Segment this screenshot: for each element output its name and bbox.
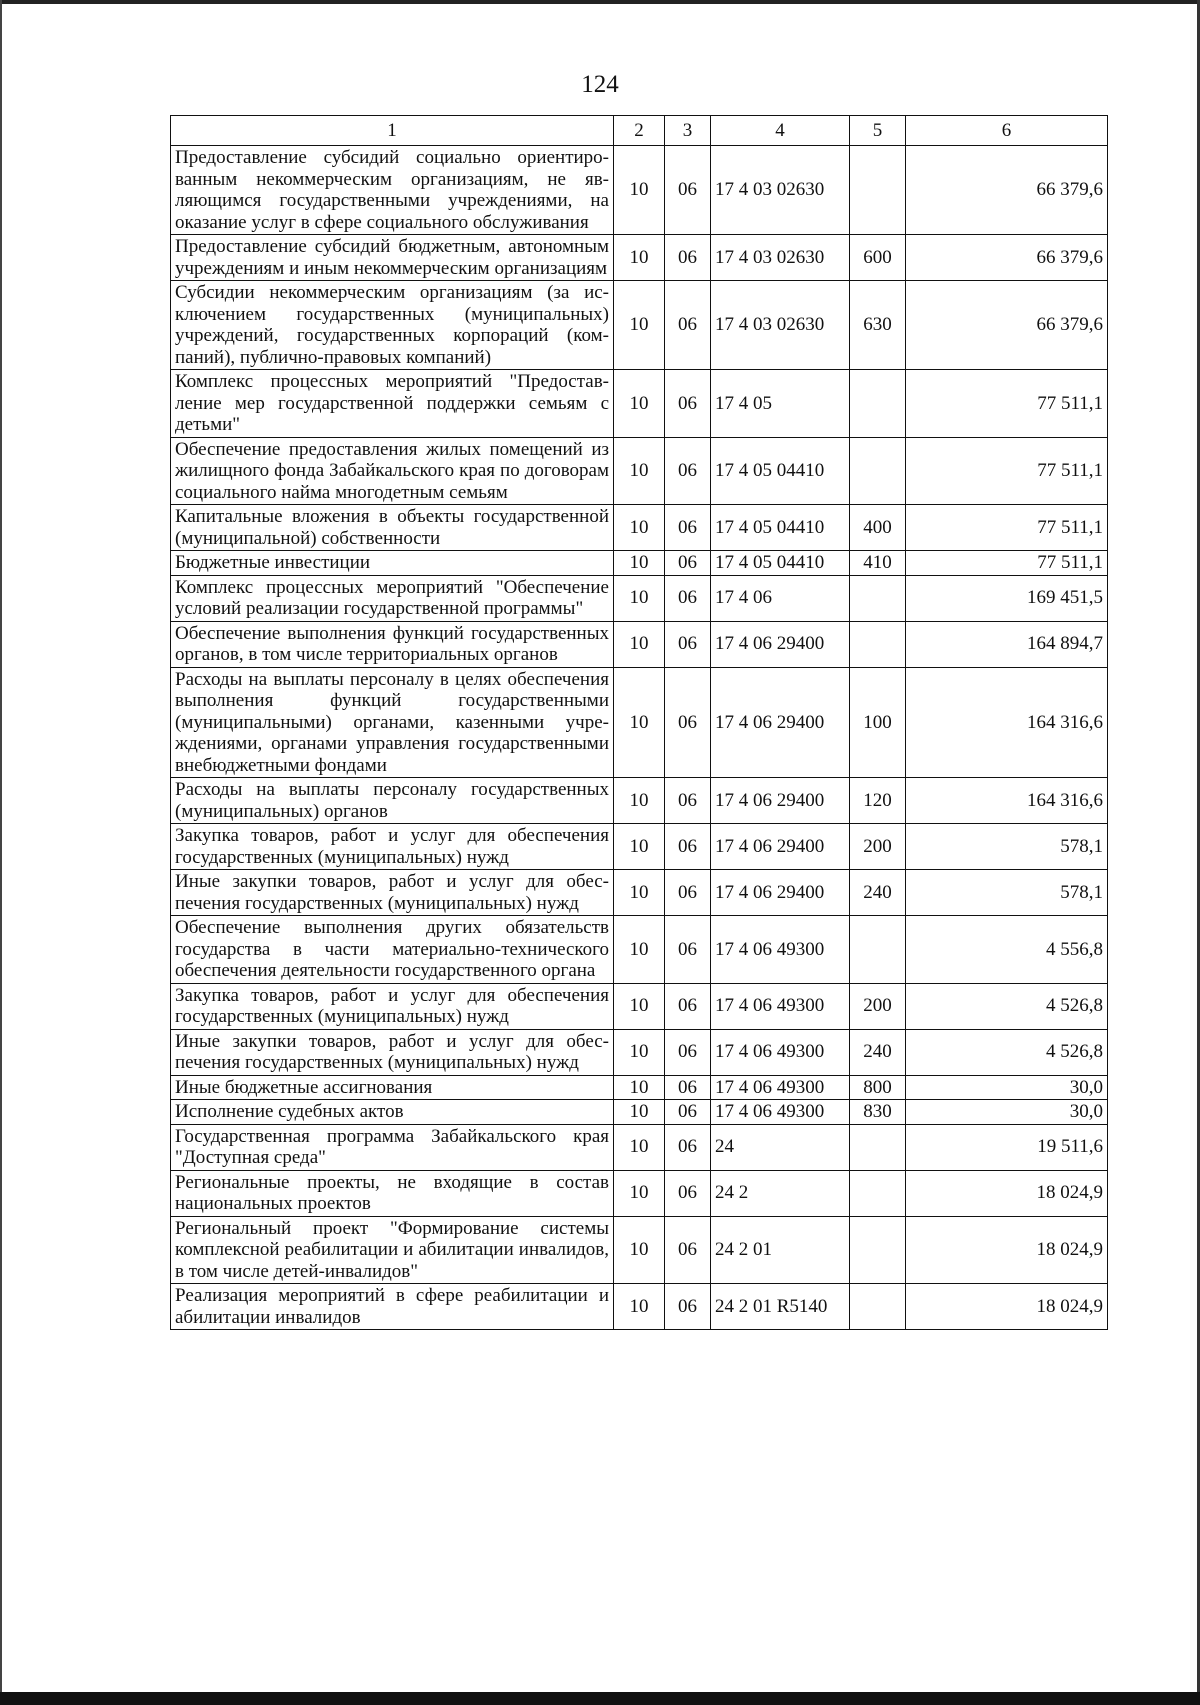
table-row xyxy=(171,1100,1108,1125)
row-amount: 164 316,6 xyxy=(906,778,1108,824)
row-subsection: 06 xyxy=(665,437,711,505)
row-subsection: 06 xyxy=(665,146,711,235)
row-expense-type xyxy=(850,437,906,505)
row-amount: 18 024,9 xyxy=(906,1170,1108,1216)
row-subsection: 06 xyxy=(665,870,711,916)
table-row xyxy=(171,667,1108,778)
row-target-article: 17 4 03 02630 xyxy=(711,281,850,370)
row-expense-type xyxy=(850,621,906,667)
row-section: 10 xyxy=(614,667,665,778)
row-target-article: 17 4 06 49300 xyxy=(711,1029,850,1075)
scan-border-left xyxy=(0,0,2,1705)
row-expense-type: 600 xyxy=(850,235,906,281)
row-name: Расходы на выплаты персоналу государственных (муниципальных) органов xyxy=(171,778,614,824)
row-name: Обеспечение предоставления жилых помещений из жилищного фонда Забайкальского края по договорам социального найма многодетным семьям xyxy=(171,437,614,505)
row-expense-type: 200 xyxy=(850,983,906,1029)
row-name: Иные бюджетные ассигнования xyxy=(171,1075,614,1100)
table-row xyxy=(171,1216,1108,1284)
row-subsection: 06 xyxy=(665,575,711,621)
row-expense-type: 100 xyxy=(850,667,906,778)
row-subsection: 06 xyxy=(665,505,711,551)
row-amount: 18 024,9 xyxy=(906,1284,1108,1330)
row-name: Закупка товаров, работ и услуг для обеспечения государственных (муниципальных) нужд xyxy=(171,983,614,1029)
row-target-article: 17 4 06 49300 xyxy=(711,983,850,1029)
table-row xyxy=(171,778,1108,824)
row-section: 10 xyxy=(614,1075,665,1100)
row-target-article: 17 4 06 29400 xyxy=(711,778,850,824)
table-row xyxy=(171,916,1108,984)
row-expense-type: 630 xyxy=(850,281,906,370)
row-amount: 30,0 xyxy=(906,1075,1108,1100)
row-name: Капитальные вложения в объекты государственной (муниципальной) собственности xyxy=(171,505,614,551)
row-target-article: 17 4 06 49300 xyxy=(711,916,850,984)
table-row xyxy=(171,551,1108,576)
row-expense-type xyxy=(850,1284,906,1330)
row-section: 10 xyxy=(614,146,665,235)
row-section: 10 xyxy=(614,437,665,505)
row-name: Обеспечение выполнения функций государственных органов, в том числе территориальных органов xyxy=(171,621,614,667)
row-amount: 4 526,8 xyxy=(906,1029,1108,1075)
scan-border-top xyxy=(0,0,1200,4)
row-subsection: 06 xyxy=(665,1170,711,1216)
header-col-4: 4 xyxy=(711,116,850,146)
row-amount: 66 379,6 xyxy=(906,235,1108,281)
row-subsection: 06 xyxy=(665,551,711,576)
row-expense-type xyxy=(850,575,906,621)
row-section: 10 xyxy=(614,505,665,551)
row-expense-type: 830 xyxy=(850,1100,906,1125)
row-target-article: 24 2 01 xyxy=(711,1216,850,1284)
row-subsection: 06 xyxy=(665,235,711,281)
row-target-article: 17 4 06 29400 xyxy=(711,621,850,667)
row-subsection: 06 xyxy=(665,1216,711,1284)
row-section: 10 xyxy=(614,778,665,824)
row-amount: 77 511,1 xyxy=(906,551,1108,576)
row-target-article: 17 4 06 29400 xyxy=(711,870,850,916)
row-target-article: 17 4 06 29400 xyxy=(711,667,850,778)
row-amount: 19 511,6 xyxy=(906,1124,1108,1170)
row-name: Региональный проект "Формирование системы комплексной реабилитации и абилитации инвалидов, в том числе детей-инвалидов" xyxy=(171,1216,614,1284)
header-col-6: 6 xyxy=(906,116,1108,146)
table-row xyxy=(171,370,1108,438)
table-row xyxy=(171,437,1108,505)
row-section: 10 xyxy=(614,1124,665,1170)
row-name: Иные закупки товаров, работ и услуг для обеспечения государственных (муниципальных) нужд xyxy=(171,870,614,916)
row-target-article: 17 4 05 04410 xyxy=(711,505,850,551)
row-amount: 578,1 xyxy=(906,870,1108,916)
row-amount: 164 894,7 xyxy=(906,621,1108,667)
header-col-3: 3 xyxy=(665,116,711,146)
row-name: Бюджетные инвестиции xyxy=(171,551,614,576)
row-expense-type xyxy=(850,1124,906,1170)
row-target-article: 17 4 05 04410 xyxy=(711,437,850,505)
table-row xyxy=(171,1029,1108,1075)
table-header xyxy=(171,116,1108,146)
row-expense-type: 800 xyxy=(850,1075,906,1100)
table-row xyxy=(171,505,1108,551)
row-amount: 18 024,9 xyxy=(906,1216,1108,1284)
row-amount: 77 511,1 xyxy=(906,437,1108,505)
table-row xyxy=(171,621,1108,667)
page-number: 124 xyxy=(581,71,619,98)
row-amount: 66 379,6 xyxy=(906,281,1108,370)
table-row xyxy=(171,983,1108,1029)
row-expense-type: 410 xyxy=(850,551,906,576)
row-subsection: 06 xyxy=(665,1124,711,1170)
row-section: 10 xyxy=(614,983,665,1029)
row-section: 10 xyxy=(614,621,665,667)
row-section: 10 xyxy=(614,1100,665,1125)
row-target-article: 24 2 xyxy=(711,1170,850,1216)
row-subsection: 06 xyxy=(665,621,711,667)
row-subsection: 06 xyxy=(665,1284,711,1330)
row-name: Иные закупки товаров, работ и услуг для обеспечения государственных (муниципальных) нужд xyxy=(171,1029,614,1075)
row-section: 10 xyxy=(614,551,665,576)
row-expense-type: 400 xyxy=(850,505,906,551)
row-section: 10 xyxy=(614,1284,665,1330)
row-name: Исполнение судебных актов xyxy=(171,1100,614,1125)
row-target-article: 17 4 06 49300 xyxy=(711,1075,850,1100)
row-section: 10 xyxy=(614,916,665,984)
row-target-article: 17 4 03 02630 xyxy=(711,235,850,281)
row-expense-type xyxy=(850,146,906,235)
row-section: 10 xyxy=(614,1170,665,1216)
row-name: Реализация мероприятий в сфере реабилитации и абилитации инвалидов xyxy=(171,1284,614,1330)
row-subsection: 06 xyxy=(665,983,711,1029)
row-subsection: 06 xyxy=(665,281,711,370)
row-subsection: 06 xyxy=(665,824,711,870)
row-target-article: 24 2 01 R5140 xyxy=(711,1284,850,1330)
table-body xyxy=(171,146,1108,1330)
table-row xyxy=(171,824,1108,870)
scan-border-bottom xyxy=(0,1692,1200,1705)
row-name: Предоставление субсидий социально ориентированным некоммерческим организациям, не являющимся государственными учреждениями, на оказание услуг в сфере социального обслуживания xyxy=(171,146,614,235)
row-amount: 77 511,1 xyxy=(906,370,1108,438)
table-row xyxy=(171,1075,1108,1100)
row-subsection: 06 xyxy=(665,778,711,824)
row-target-article: 24 xyxy=(711,1124,850,1170)
table-row xyxy=(171,1284,1108,1330)
row-amount: 4 556,8 xyxy=(906,916,1108,984)
table-row xyxy=(171,146,1108,235)
row-name: Закупка товаров, работ и услуг для обеспечения государственных (муниципальных) нужд xyxy=(171,824,614,870)
row-subsection: 06 xyxy=(665,1075,711,1100)
header-row xyxy=(171,116,1108,146)
row-name: Комплекс процессных мероприятий "Обеспечение условий реализации государственной программы" xyxy=(171,575,614,621)
row-section: 10 xyxy=(614,235,665,281)
row-target-article: 17 4 03 02630 xyxy=(711,146,850,235)
row-amount: 77 511,1 xyxy=(906,505,1108,551)
row-amount: 30,0 xyxy=(906,1100,1108,1125)
row-subsection: 06 xyxy=(665,1100,711,1125)
table-row xyxy=(171,235,1108,281)
row-name: Предоставление субсидий бюджетным, автономным учреждениям и иным некоммерческим организациям xyxy=(171,235,614,281)
row-section: 10 xyxy=(614,370,665,438)
row-name: Комплекс процессных мероприятий "Предоставление мер государственной поддержки семьям с детьми" xyxy=(171,370,614,438)
table-row xyxy=(171,870,1108,916)
row-name: Расходы на выплаты персоналу в целях обеспечения выполнения функций государственными (муниципальными) органами, казенными учреждениями, органами управления государственными внебюджетными фондами xyxy=(171,667,614,778)
row-section: 10 xyxy=(614,824,665,870)
table-row xyxy=(171,575,1108,621)
row-expense-type: 120 xyxy=(850,778,906,824)
row-section: 10 xyxy=(614,1029,665,1075)
row-section: 10 xyxy=(614,1216,665,1284)
row-section: 10 xyxy=(614,870,665,916)
table-row xyxy=(171,281,1108,370)
row-amount: 66 379,6 xyxy=(906,146,1108,235)
header-col-5: 5 xyxy=(850,116,906,146)
row-target-article: 17 4 05 04410 xyxy=(711,551,850,576)
row-name: Региональные проекты, не входящие в состав национальных проектов xyxy=(171,1170,614,1216)
row-expense-type xyxy=(850,1216,906,1284)
row-section: 10 xyxy=(614,281,665,370)
row-target-article: 17 4 05 xyxy=(711,370,850,438)
row-name: Обеспечение выполнения других обязательств государства в части материально-технического обеспечения деятельности государственного органа xyxy=(171,916,614,984)
row-expense-type xyxy=(850,370,906,438)
row-amount: 164 316,6 xyxy=(906,667,1108,778)
row-expense-type: 240 xyxy=(850,870,906,916)
row-amount: 4 526,8 xyxy=(906,983,1108,1029)
table-row xyxy=(171,1170,1108,1216)
header-col-1: 1 xyxy=(171,116,614,146)
row-expense-type xyxy=(850,916,906,984)
table-row xyxy=(171,1124,1108,1170)
row-name: Субсидии некоммерческим организациям (за исключением государственных (муниципальных) учреждений, государственных корпораций (компаний), публично-правовых компаний) xyxy=(171,281,614,370)
header-col-2: 2 xyxy=(614,116,665,146)
row-amount: 578,1 xyxy=(906,824,1108,870)
row-subsection: 06 xyxy=(665,1029,711,1075)
row-subsection: 06 xyxy=(665,916,711,984)
row-subsection: 06 xyxy=(665,667,711,778)
row-expense-type: 240 xyxy=(850,1029,906,1075)
row-target-article: 17 4 06 xyxy=(711,575,850,621)
row-name: Государственная программа Забайкальского края "Доступная среда" xyxy=(171,1124,614,1170)
row-amount: 169 451,5 xyxy=(906,575,1108,621)
row-target-article: 17 4 06 29400 xyxy=(711,824,850,870)
row-section: 10 xyxy=(614,575,665,621)
budget-table xyxy=(170,115,1108,1330)
row-expense-type: 200 xyxy=(850,824,906,870)
row-target-article: 17 4 06 49300 xyxy=(711,1100,850,1125)
row-subsection: 06 xyxy=(665,370,711,438)
row-expense-type xyxy=(850,1170,906,1216)
